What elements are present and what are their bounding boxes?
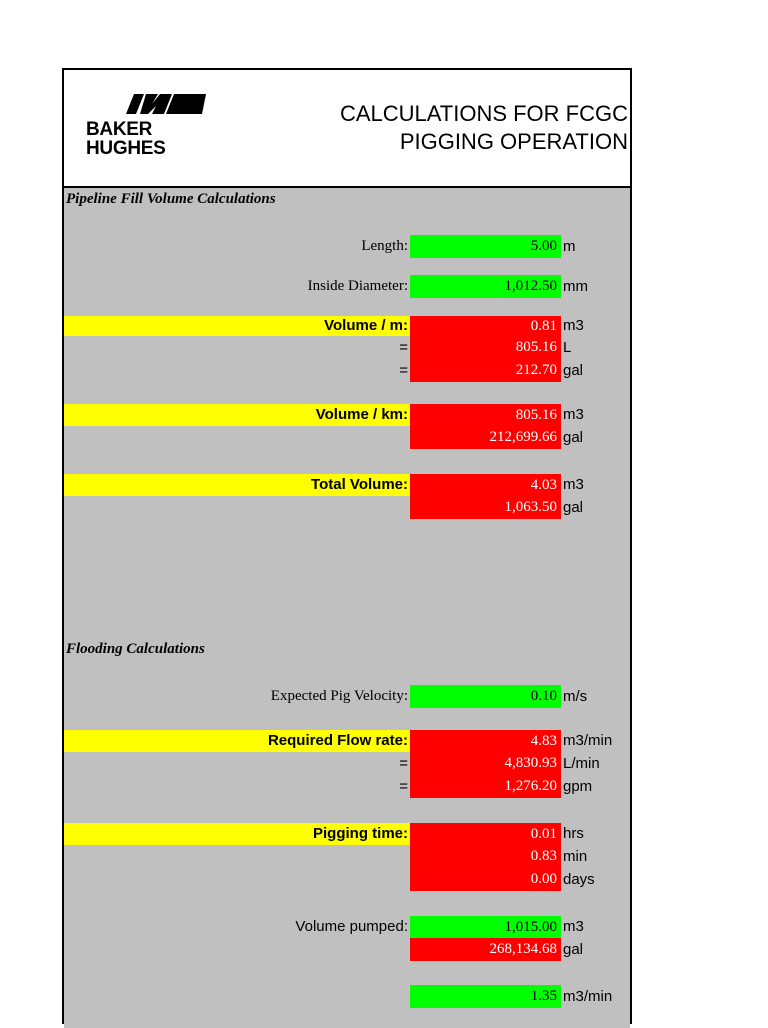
row-label: Inside Diameter: [307,278,408,294]
row-unit: gal [563,941,584,958]
title-line-2: PIGGING OPERATION [399,129,628,154]
row-pigging-time-min [64,845,630,868]
logo-line-baker: BAKER [86,119,153,140]
row-unit: days [563,871,595,888]
required-flow-rate-cell: 4.83 [410,730,561,752]
section-title-flooding: Flooding Calculations [66,641,205,657]
volume-pumped-gal-cell: 268,134.68 [410,938,561,961]
row-label: = [399,362,408,379]
row-volume-per-m-liters [64,336,630,359]
volume-per-m-gal-cell: 212.70 [410,359,561,382]
row-unit: L [563,339,572,356]
row-label: Volume / m: [324,317,408,334]
row-unit: m3 [563,317,584,334]
row-volume-per-km [64,404,630,426]
row-flow-rate-input [64,985,630,1008]
row-volume-pumped-gal [64,938,630,961]
row-label: = [399,755,408,772]
pig-velocity-input-cell[interactable]: 0.10 [410,685,561,708]
length-input-cell[interactable]: 5.00 [410,235,561,258]
row-unit: gal [563,362,584,379]
row-pigging-time [64,823,630,845]
calculation-sheet [62,68,632,1024]
total-volume-gal-cell: 1,063.50 [410,496,561,519]
row-unit: m3 [563,918,584,935]
row-volume-per-m [64,316,630,336]
row-total-volume [64,474,630,496]
row-label: = [399,778,408,795]
row-total-volume-gal [64,496,630,519]
logo-line-hughes: HUGHES [86,138,166,159]
row-required-flow-rate [64,730,630,752]
total-volume-cell: 4.03 [410,474,561,496]
row-unit: m3 [563,406,584,423]
row-unit: m [563,238,576,255]
row-label: Volume / km: [315,406,408,423]
logo-text [86,120,166,158]
row-unit: m/s [563,688,588,705]
row-unit: m3 [563,476,584,493]
volume-per-m-cell: 0.81 [410,316,561,336]
row-volume-pumped [64,916,630,938]
volume-pumped-input-cell[interactable]: 1,015.00 [410,916,561,938]
row-label: Volume pumped: [295,918,408,935]
sheet-body [64,188,630,1028]
flow-rate-liters-cell: 4,830.93 [410,752,561,775]
pigging-time-hrs-cell: 0.01 [410,823,561,845]
row-expected-pig-velocity [64,685,630,708]
title-line-1: CALCULATIONS FOR FCGC [339,101,628,126]
row-unit: hrs [563,825,584,842]
row-unit: L/min [563,755,600,772]
row-unit: gal [563,499,584,516]
section-title-pipeline-fill: Pipeline Fill Volume Calculations [66,191,276,207]
row-unit: gal [563,429,584,446]
row-pigging-time-days [64,868,630,891]
row-flow-rate-liters [64,752,630,775]
volume-per-km-cell: 805.16 [410,404,561,426]
volume-per-km-gal-cell: 212,699.66 [410,426,561,449]
row-unit: min [563,848,588,865]
inside-diameter-input-cell[interactable]: 1,012.50 [410,275,561,298]
pigging-time-days-cell: 0.00 [410,868,561,891]
row-label: Expected Pig Velocity: [270,688,408,704]
row-volume-per-km-gal [64,426,630,449]
row-unit: mm [563,278,588,295]
row-label: = [399,339,408,356]
row-inside-diameter [64,275,630,298]
sheet-header [64,70,630,188]
row-length [64,235,630,258]
row-label: Total Volume: [311,476,408,493]
row-label: Required Flow rate: [267,732,408,749]
flow-rate-input-cell[interactable]: 1.35 [410,985,561,1008]
page-title [340,100,628,156]
volume-per-m-liters-cell: 805.16 [410,336,561,359]
row-unit: gpm [563,778,593,795]
row-unit: m3/min [563,988,613,1005]
pigging-time-min-cell: 0.83 [410,845,561,868]
row-volume-per-m-gal [64,359,630,382]
row-unit: m3/min [563,732,613,749]
row-label: Length: [361,238,408,254]
row-label: Pigging time: [313,825,408,842]
row-flow-rate-gpm [64,775,630,798]
flow-rate-gpm-cell: 1,276.20 [410,775,561,798]
